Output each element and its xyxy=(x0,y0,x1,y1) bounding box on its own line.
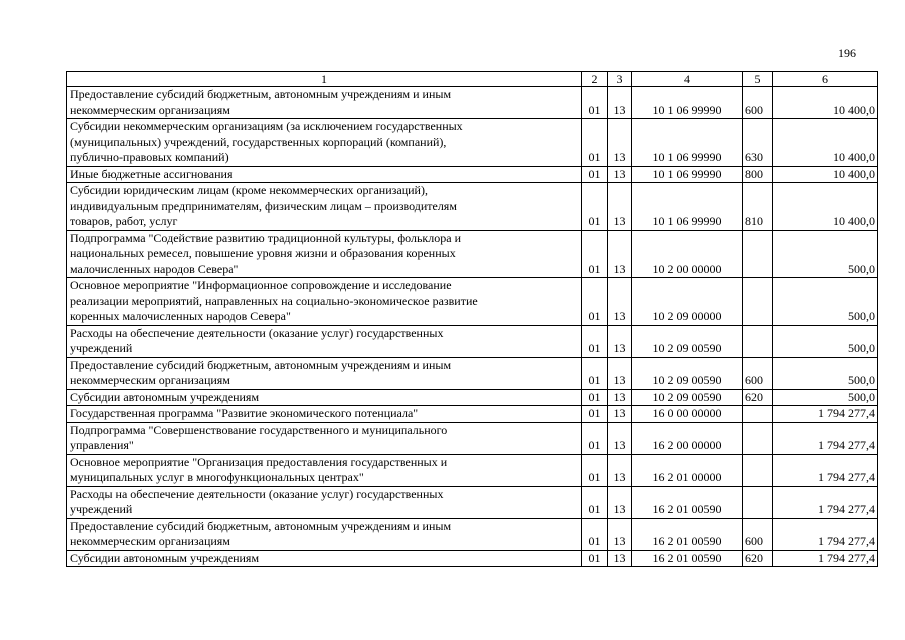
table-row xyxy=(67,119,878,167)
row-description-cell: Подпрограмма "Совершенствование государственного и муниципального управления" xyxy=(67,422,582,454)
target-article-cell: 10 1 06 99990 xyxy=(632,87,743,119)
target-article-cell: 10 2 09 00590 xyxy=(632,325,743,357)
target-article-cell: 10 2 09 00590 xyxy=(632,357,743,389)
amount-cell: 500,0 xyxy=(773,278,878,326)
expense-type-cell xyxy=(743,422,773,454)
target-article-cell: 10 1 06 99990 xyxy=(632,119,743,167)
row-description-cell: Предоставление субсидий бюджетным, автономным учреждениям и иным некоммерческим организациям xyxy=(67,357,582,389)
table-row xyxy=(67,325,878,357)
amount-cell: 1 794 277,4 xyxy=(773,454,878,486)
expense-type-cell: 600 xyxy=(743,518,773,550)
section-code-cell: 01 xyxy=(582,119,608,167)
table-row xyxy=(67,183,878,231)
column-header: 6 xyxy=(773,72,878,87)
section-code-cell: 01 xyxy=(582,87,608,119)
subsection-code-cell: 13 xyxy=(608,406,632,423)
target-article-cell: 16 2 00 00000 xyxy=(632,422,743,454)
subsection-code-cell: 13 xyxy=(608,87,632,119)
table-header-row xyxy=(67,72,878,87)
amount-cell: 1 794 277,4 xyxy=(773,550,878,567)
amount-cell: 10 400,0 xyxy=(773,87,878,119)
expense-type-cell: 600 xyxy=(743,357,773,389)
amount-cell: 1 794 277,4 xyxy=(773,406,878,423)
section-code-cell: 01 xyxy=(582,518,608,550)
subsection-code-cell: 13 xyxy=(608,550,632,567)
amount-cell: 1 794 277,4 xyxy=(773,518,878,550)
row-description-cell: Предоставление субсидий бюджетным, автономным учреждениям и иным некоммерческим организациям xyxy=(67,87,582,119)
target-article-cell: 16 2 01 00590 xyxy=(632,550,743,567)
subsection-code-cell: 13 xyxy=(608,454,632,486)
table-row xyxy=(67,166,878,183)
column-header: 3 xyxy=(608,72,632,87)
table-row xyxy=(67,87,878,119)
table-row xyxy=(67,550,878,567)
amount-cell: 500,0 xyxy=(773,230,878,278)
section-code-cell: 01 xyxy=(582,550,608,567)
section-code-cell: 01 xyxy=(582,454,608,486)
budget-table xyxy=(66,71,878,567)
target-article-cell: 16 2 01 00590 xyxy=(632,518,743,550)
table-row xyxy=(67,357,878,389)
expense-type-cell: 800 xyxy=(743,166,773,183)
target-article-cell: 10 1 06 99990 xyxy=(632,166,743,183)
section-code-cell: 01 xyxy=(582,406,608,423)
row-description-cell: Подпрограмма "Содействие развитию традиционной культуры, фольклора и национальных ремесел, повышение уровня жизни и образования коренных малочисленных народов Севера" xyxy=(67,230,582,278)
table-row xyxy=(67,518,878,550)
table-row xyxy=(67,278,878,326)
expense-type-cell xyxy=(743,454,773,486)
expense-type-cell xyxy=(743,230,773,278)
table-row xyxy=(67,406,878,423)
section-code-cell: 01 xyxy=(582,325,608,357)
target-article-cell: 16 0 00 00000 xyxy=(632,406,743,423)
target-article-cell: 10 2 09 00000 xyxy=(632,278,743,326)
subsection-code-cell: 13 xyxy=(608,278,632,326)
expense-type-cell: 810 xyxy=(743,183,773,231)
column-header: 5 xyxy=(743,72,773,87)
amount-cell: 10 400,0 xyxy=(773,119,878,167)
section-code-cell: 01 xyxy=(582,230,608,278)
section-code-cell: 01 xyxy=(582,166,608,183)
subsection-code-cell: 13 xyxy=(608,486,632,518)
target-article-cell: 10 2 09 00590 xyxy=(632,389,743,406)
section-code-cell: 01 xyxy=(582,422,608,454)
table-row xyxy=(67,454,878,486)
amount-cell: 500,0 xyxy=(773,389,878,406)
expense-type-cell xyxy=(743,278,773,326)
section-code-cell: 01 xyxy=(582,183,608,231)
target-article-cell: 10 2 00 00000 xyxy=(632,230,743,278)
column-header: 1 xyxy=(67,72,582,87)
row-description-cell: Субсидии некоммерческим организациям (за исключением государственных (муниципальных) учреждений, государственных корпораций (компаний), публично-правовых компаний) xyxy=(67,119,582,167)
section-code-cell: 01 xyxy=(582,486,608,518)
row-description-cell: Государственная программа "Развитие экономического потенциала" xyxy=(67,406,582,423)
expense-type-cell xyxy=(743,486,773,518)
row-description-cell: Субсидии юридическим лицам (кроме некоммерческих организаций), индивидуальным предпринимателям, физическим лицам – производителям товаров, работ, услуг xyxy=(67,183,582,231)
expense-type-cell xyxy=(743,406,773,423)
column-header: 4 xyxy=(632,72,743,87)
expense-type-cell: 620 xyxy=(743,550,773,567)
target-article-cell: 16 2 01 00590 xyxy=(632,486,743,518)
expense-type-cell xyxy=(743,325,773,357)
row-description-cell: Предоставление субсидий бюджетным, автономным учреждениям и иным некоммерческим организациям xyxy=(67,518,582,550)
row-description-cell: Основное мероприятие "Организация предоставления государственных и муниципальных услуг в многофункциональных центрах" xyxy=(67,454,582,486)
row-description-cell: Иные бюджетные ассигнования xyxy=(67,166,582,183)
subsection-code-cell: 13 xyxy=(608,357,632,389)
row-description-cell: Расходы на обеспечение деятельности (оказание услуг) государственных учреждений xyxy=(67,486,582,518)
subsection-code-cell: 13 xyxy=(608,183,632,231)
target-article-cell: 16 2 01 00000 xyxy=(632,454,743,486)
subsection-code-cell: 13 xyxy=(608,166,632,183)
subsection-code-cell: 13 xyxy=(608,119,632,167)
table-row xyxy=(67,486,878,518)
subsection-code-cell: 13 xyxy=(608,325,632,357)
column-header: 2 xyxy=(582,72,608,87)
row-description-cell: Основное мероприятие "Информационное сопровождение и исследование реализации мероприятий, направленных на социально-экономическое развитие коренных малочисленных народов Севера" xyxy=(67,278,582,326)
section-code-cell: 01 xyxy=(582,278,608,326)
row-description-cell: Субсидии автономным учреждениям xyxy=(67,389,582,406)
row-description-cell: Расходы на обеспечение деятельности (оказание услуг) государственных учреждений xyxy=(67,325,582,357)
subsection-code-cell: 13 xyxy=(608,422,632,454)
table-row xyxy=(67,422,878,454)
section-code-cell: 01 xyxy=(582,357,608,389)
amount-cell: 500,0 xyxy=(773,357,878,389)
amount-cell: 1 794 277,4 xyxy=(773,486,878,518)
page-number: 196 xyxy=(838,46,856,60)
table-row xyxy=(67,389,878,406)
row-description-cell: Субсидии автономным учреждениям xyxy=(67,550,582,567)
amount-cell: 10 400,0 xyxy=(773,166,878,183)
amount-cell: 10 400,0 xyxy=(773,183,878,231)
subsection-code-cell: 13 xyxy=(608,230,632,278)
amount-cell: 1 794 277,4 xyxy=(773,422,878,454)
expense-type-cell: 620 xyxy=(743,389,773,406)
section-code-cell: 01 xyxy=(582,389,608,406)
expense-type-cell: 630 xyxy=(743,119,773,167)
target-article-cell: 10 1 06 99990 xyxy=(632,183,743,231)
subsection-code-cell: 13 xyxy=(608,389,632,406)
table-row xyxy=(67,230,878,278)
expense-type-cell: 600 xyxy=(743,87,773,119)
subsection-code-cell: 13 xyxy=(608,518,632,550)
amount-cell: 500,0 xyxy=(773,325,878,357)
